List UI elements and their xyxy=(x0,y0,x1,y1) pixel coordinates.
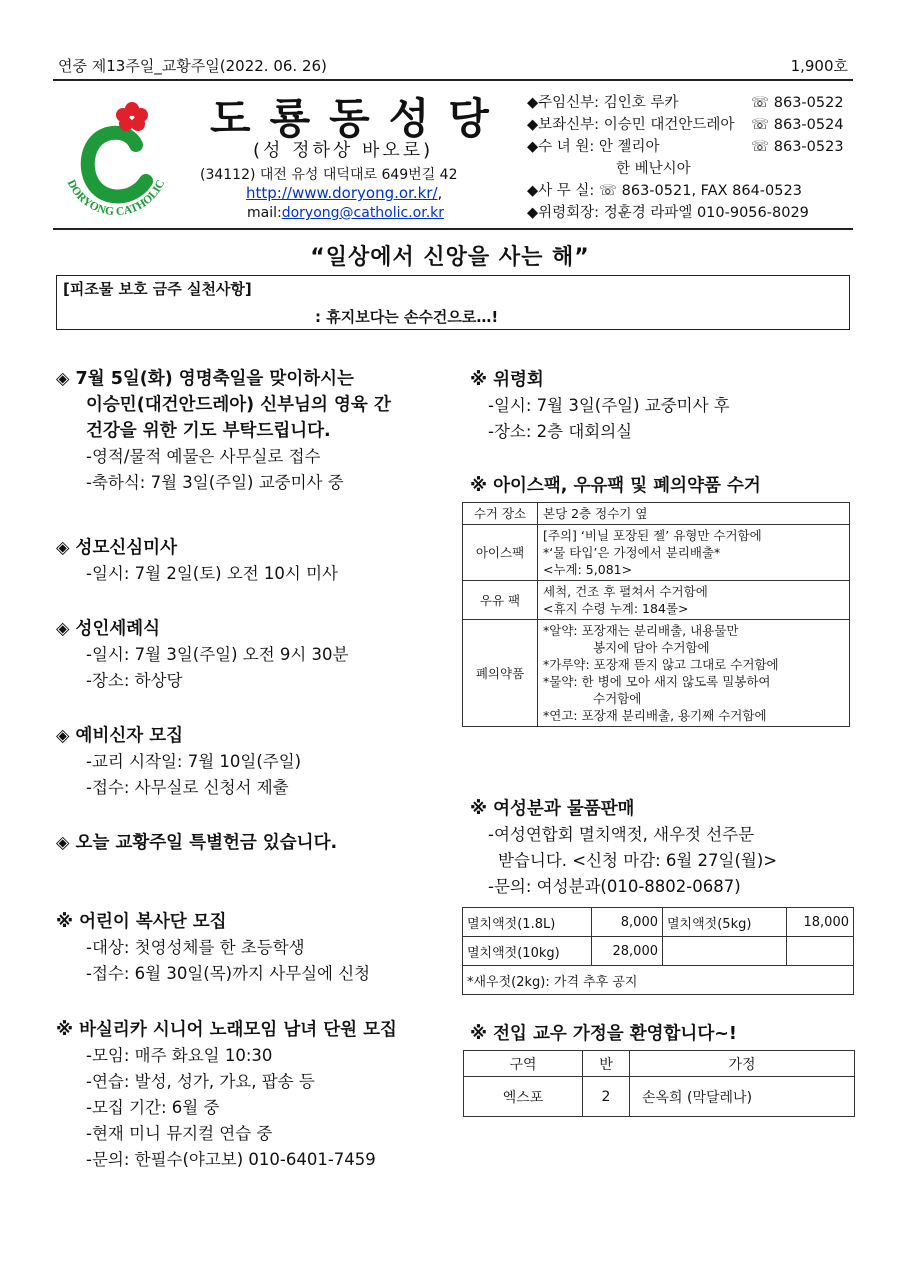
table-cell xyxy=(538,525,850,581)
staff-role: ◆사 무 실: xyxy=(527,183,595,199)
church-name: 도룡동성당 xyxy=(210,94,508,143)
notice-heading: ◈ 7월 5일(화) 영명축일을 맞이하시는 xyxy=(56,369,354,389)
notice-altar-servers xyxy=(56,909,370,987)
notice-line: -일시: 7월 3일(주일) 교중미사 후 xyxy=(488,396,730,415)
welcome-table xyxy=(463,1050,855,1117)
staff-name: 정훈경 라파엘 010-9056-8029 xyxy=(603,205,809,221)
website-link[interactable]: http://www.doryong.or.kr/ xyxy=(246,184,438,202)
mail-link[interactable]: doryong@catholic.or.kr xyxy=(281,205,445,221)
notice-heading: ※ 아이스팩, 우유팩 및 폐의약품 수거 xyxy=(470,476,761,496)
table-cell: 멸치액젓(1.8L) xyxy=(463,908,592,937)
header-bottom-rule xyxy=(53,228,853,230)
notice-welcome xyxy=(470,1021,737,1047)
table-cell: 8,000 xyxy=(592,908,663,937)
church-address: (34112) 대전 유성 대덕대로 649번길 42 xyxy=(200,167,458,183)
cell-line: *가루약: 포장재 뜯지 않고 그대로 수거함에 xyxy=(543,657,779,672)
notice-line: -교리 시작일: 7월 10일(주일) xyxy=(86,752,302,771)
notice-womens-sale xyxy=(470,796,777,900)
cell-line: *물약: 한 병에 모아 새지 않도록 밀봉하여 xyxy=(543,674,771,689)
cell-line: [주의] ‘비닐 포장된 젤’ 유형만 수거함에 xyxy=(543,528,762,543)
table-cell: 18,000 xyxy=(787,908,854,937)
staff-row xyxy=(527,114,844,136)
notice-line: -문의: 여성분과(010-8802-0687) xyxy=(488,877,741,896)
table-cell: 28,000 xyxy=(592,937,663,966)
notice-line: -일시: 7월 2일(토) 오전 10시 미사 xyxy=(86,564,338,583)
table-row xyxy=(463,581,850,620)
notice-heading: ※ 위령회 xyxy=(470,370,544,390)
notice-line: -장소: 하상당 xyxy=(86,671,183,690)
notice-line: -모임: 매주 화요일 10:30 xyxy=(86,1046,273,1065)
staff-role: ◆수 녀 원: xyxy=(527,139,595,155)
notice-line: -모집 기간: 6월 중 xyxy=(86,1098,220,1117)
notice-heading: ◈ 성모신심미사 xyxy=(56,538,177,558)
notice-heading: ※ 전입 교우 가정을 환영합니다~! xyxy=(470,1024,737,1044)
staff-phone: ☏ 863-0522 xyxy=(751,95,844,111)
notice-line: -일시: 7월 3일(주일) 오전 9시 30분 xyxy=(86,645,349,664)
table-cell: 폐의약품 xyxy=(463,620,538,727)
staff-phone: ☏ 863-0523 xyxy=(751,139,844,155)
table-cell: 아이스팩 xyxy=(463,525,538,581)
notice-heading: 건강을 위한 기도 부탁드립니다. xyxy=(86,421,331,441)
notice-heading: ※ 여성분과 물품판매 xyxy=(470,799,635,819)
notice-line: -문의: 한필수(야고보) 010-6401-7459 xyxy=(86,1150,376,1169)
table-row xyxy=(463,525,850,581)
notice-collection-heading xyxy=(470,473,761,499)
logo-petal xyxy=(131,117,145,131)
table-cell xyxy=(538,581,850,620)
cell-line: *알약: 포장재는 분리배출, 내용물만 xyxy=(543,623,739,638)
cell-line: <누계: 5,081> xyxy=(543,562,633,577)
notice-senior-choir xyxy=(56,1017,397,1173)
staff-name: 안 젤리아 xyxy=(598,139,660,155)
cell-line: *연고: 포장재 분리배출, 용기째 수거함에 xyxy=(543,708,767,723)
issue-line xyxy=(58,55,848,76)
staff-row xyxy=(527,180,809,202)
staff-role: ◆보좌신부: xyxy=(527,117,600,133)
table-cell: *새우젓(2kg): 가격 추후 공지 xyxy=(463,966,854,995)
notice-line: -장소: 2층 대회의실 xyxy=(488,422,633,441)
notice-line: -접수: 사무실로 신청서 제출 xyxy=(86,778,289,797)
issue-number: 1,900호 xyxy=(790,57,848,75)
mail-prefix: mail: xyxy=(247,205,282,221)
notice-heading: 이승민(대건안드레아) 신부님의 영육 간 xyxy=(86,395,391,415)
cell-line: 봉지에 담아 수거함에 xyxy=(593,640,710,655)
staff-role: ◆위령회장: xyxy=(527,205,600,221)
staff-row xyxy=(527,158,809,180)
staff-name: 이승민 대건안드레아 xyxy=(603,117,735,133)
notice-feast xyxy=(56,366,391,496)
notice-line: -영적/물적 예물은 사무실로 접수 xyxy=(86,447,321,466)
table-cell xyxy=(787,937,854,966)
notice-line: -대상: 첫영성체를 한 초등학생 xyxy=(86,938,305,957)
website-line xyxy=(246,184,442,202)
table-row xyxy=(463,908,854,937)
table-row xyxy=(463,937,854,966)
cell-line: 세척, 건조 후 펼쳐서 수거함에 xyxy=(543,584,708,599)
notice-line: -접수: 6월 30일(목)까지 사무실에 신청 xyxy=(86,964,371,983)
table-cell xyxy=(538,620,850,727)
cell-line: *‘물 타입’은 가정에서 분리배출* xyxy=(543,545,721,560)
notice-box-content: : 휴지보다는 손수건으로…! xyxy=(315,308,499,326)
notice-heading: ◈ 예비신자 모집 xyxy=(56,726,184,746)
table-cell: 멸치액젓(5kg) xyxy=(663,908,787,937)
church-logo xyxy=(50,93,175,218)
staff-name: 한 베난시아 xyxy=(616,161,691,177)
notice-heading: ◈ 오늘 교황주일 특별헌금 있습니다. xyxy=(56,833,338,853)
collection-table xyxy=(462,502,850,727)
staff-row xyxy=(527,92,844,114)
logo-petal xyxy=(119,117,133,131)
notice-heading: ◈ 성인세례식 xyxy=(56,619,161,639)
notice-catechumen xyxy=(56,723,301,801)
table-cell: 우유 팩 xyxy=(463,581,538,620)
staff-row xyxy=(527,202,809,224)
notice-line: -여성연합회 멸치액젓, 새우젓 선주문 xyxy=(488,825,755,844)
table-cell: 엑스포 xyxy=(464,1077,583,1117)
table-header-cell: 가정 xyxy=(630,1051,855,1077)
header-top-rule xyxy=(53,79,853,81)
staff-name: ☏ 863-0521, FAX 864-0523 xyxy=(598,183,802,199)
cell-line: 수거함에 xyxy=(593,691,642,706)
patron-saint: (성 정하상 바오로) xyxy=(253,140,434,161)
table-cell: 2 xyxy=(583,1077,630,1117)
staff-phone: ☏ 863-0524 xyxy=(751,117,844,133)
notice-heading: ※ 어린이 복사단 모집 xyxy=(56,912,227,932)
mail-line xyxy=(247,205,444,221)
table-row xyxy=(463,620,850,727)
staff-name: 김인호 루카 xyxy=(603,95,679,111)
table-cell: 멸치액젓(10kg) xyxy=(463,937,592,966)
notice-special-collection xyxy=(56,830,337,856)
sale-table xyxy=(462,907,854,995)
notice-line: -연습: 발성, 성가, 가요, 팝송 등 xyxy=(86,1072,315,1091)
website-suffix: , xyxy=(437,184,443,202)
notice-adult-baptism xyxy=(56,616,349,694)
notice-line: -축하식: 7월 3일(주일) 교중미사 중 xyxy=(86,473,344,492)
staff-row xyxy=(527,136,844,158)
table-row xyxy=(464,1077,855,1117)
issue-date: 연중 제13주일_교황주일(2022. 06. 26) xyxy=(58,57,327,75)
table-cell: 손옥희 (막달레나) xyxy=(630,1077,855,1117)
table-row xyxy=(463,966,854,995)
table-cell xyxy=(663,937,787,966)
staff-role: ◆주임신부: xyxy=(527,95,600,111)
notice-wiryeonghoe xyxy=(470,367,730,445)
notice-heading: ※ 바실리카 시니어 노래모임 남녀 단원 모집 xyxy=(56,1020,397,1040)
notice-line: 받습니다. <신청 마감: 6월 27일(월)> xyxy=(498,851,778,870)
year-theme: “일상에서 신앙을 사는 해” xyxy=(310,245,590,270)
notice-line: -현재 미니 뮤지컬 연습 중 xyxy=(86,1124,273,1143)
notice-box-title: [피조물 보호 금주 실천사항] xyxy=(63,280,252,298)
logo-text: DORYONG CATHOLIC xyxy=(64,178,168,218)
table-header-cell: 구역 xyxy=(464,1051,583,1077)
staff-list xyxy=(527,92,844,224)
logo-swirl xyxy=(88,133,146,197)
table-row xyxy=(464,1051,855,1077)
notice-box xyxy=(56,275,850,330)
table-cell: 수거 장소 xyxy=(463,503,538,525)
table-header-cell: 반 xyxy=(583,1051,630,1077)
notice-marian-mass xyxy=(56,535,338,587)
table-cell: 본당 2층 정수기 옆 xyxy=(538,503,850,525)
table-row xyxy=(463,503,850,525)
cell-line: <휴지 수령 누계: 184롤> xyxy=(543,601,689,616)
